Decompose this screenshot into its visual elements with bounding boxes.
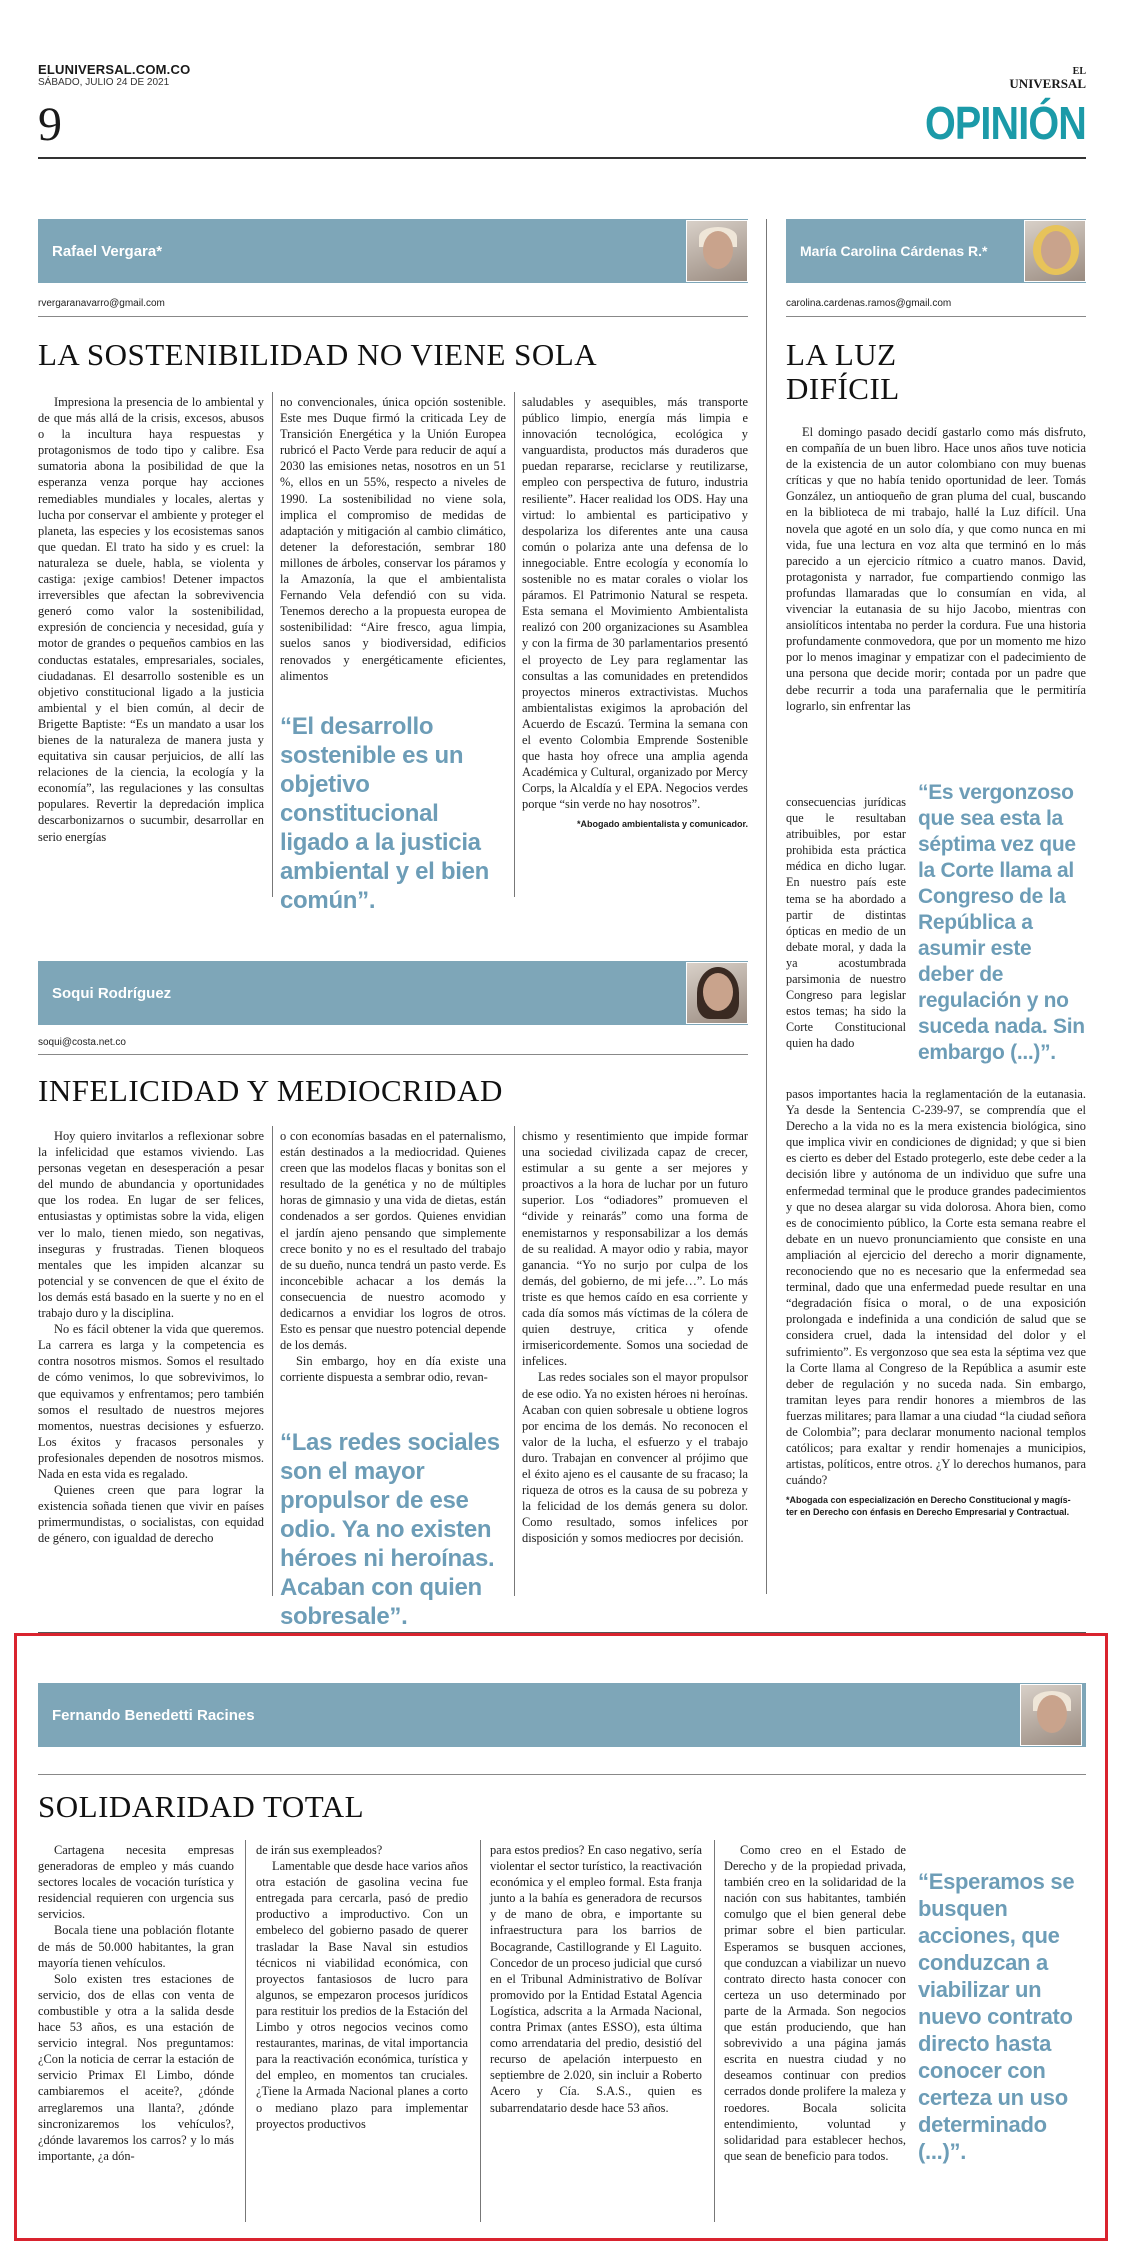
paragraph: Cartagena necesita empresas generadoras de empleo y más cuando sectores locales de vocación turística y residencial requieren con urgencia sus servicios. (38, 1843, 234, 1922)
brand-logo-line2: UNIVERSAL (1009, 76, 1086, 91)
article-column (522, 394, 748, 830)
article-column (280, 394, 506, 684)
paragraph: Bocala tiene una población flotante de más de 50.000 habitantes, la gran mayoría tienen vehículos. (38, 1923, 234, 1970)
column-rule (272, 1126, 273, 1596)
author-name: Rafael Vergara* (52, 242, 163, 260)
article-column (38, 1128, 264, 1546)
article-column (38, 1842, 234, 2164)
author-bar-rodriguez (38, 961, 748, 1025)
pull-quote: “Las redes sociales son el mayor propulsor de ese odio. Ya no existen héroes ni heroínas. Acaban con quien sobresale”. (280, 1429, 500, 1630)
paragraph: pasos importantes hacia la reglamentación de la eutanasia. Ya desde la Sentencia C-239-97, se comprendía que el Derecho a la vida no es la mera existencia biológica, sino que implica vivir en condiciones de dignidad; y que si bien es cierto es deber del Estado protegerlo, este debe ceder a la decisión libre y autónoma de un individuo que sufre una enfermedad terminal que le produce grandes padecimientos y que no desea alargar su vida dolorosa. Ahora bien, como es de conocimiento público, la Corte esta semana reabre el debate en un nuevo pronunciamiento que consiste en una ampliación al ejercicio del derecho a morir dignamente, reconociendo que no es necesario que la enfermedad sea terminal, dado que una enfermedad puede resultar en una “degradación física o moral, o de una exposición prolongada e indefinida a una condición de salud que se considera cruel, dada la intensidad del dolor y el sufrimiento”. Es vergonzoso que sea esta la séptima vez que la Corte llama al Congreso de la República a asumir este deber de regulación y no suceda nada. Sin embargo, tramitan leyes para rendir honores a miembros de las fuerzas militares; para llamar a una ciudad “la ciudad señora de Colombia”; para declarar monumento nacional templos católicos; para exaltar y rendir homenajes a municipios, artistas, políticos, entre otros. ¿Y lo derechos humanos, para cuándo? (786, 1087, 1086, 1488)
article-column (38, 394, 264, 845)
article-column (490, 1842, 702, 2116)
pull-quote: “El desarrollo sostenible es un objetivo constitucional ligado a la justicia ambiental y el bien común”. (280, 713, 490, 914)
paragraph: Quienes creen que para lograr la existencia soñada tienen que vivir en países primermundistas, o socialistas, con equidad de género, con igualdad de derecho (38, 1483, 264, 1546)
article-column (786, 424, 1086, 714)
article-column (724, 1842, 906, 2164)
article-column (256, 1842, 468, 2132)
page-number: 9 (38, 98, 62, 151)
author-photo (686, 220, 748, 282)
author-email[interactable]: soqui@costa.net.co (38, 1037, 126, 1048)
column-rule (245, 1840, 246, 2222)
author-note-line: *Abogada con especialización en Derecho Constitucional y magís- (786, 1495, 1071, 1506)
column-rule (480, 1840, 481, 2222)
author-note (786, 1494, 1086, 1518)
issue-date: SÁBADO, JULIO 24 DE 2021 (38, 77, 170, 88)
site-url[interactable]: ELUNIVERSAL.COM.CO (38, 62, 191, 77)
paragraph: Las redes sociales son el mayor propulsor de ese odio. Ya no existen héroes ni heroínas. Acaban con quien sobresale u obtiene logros por encima de los demás. No reconocen el valor de la lucha, el esfuerzo y el trabajo duro. Trabajan en convencer al prójimo que el éxito ajeno es el causante de su fracaso; la riqueza de otros es la causa de su pobreza y la felicidad de los demás genera su dolor. Como resultado, somos infelices por disposición y somos mediocres por decisión. (522, 1370, 748, 1546)
paragraph: Lamentable que desde hace varios años otra estación de gasolina vecina fue entregada para cercarla, pasó de predio productivo a improductivo. Con un embeleco del gobierno pasado de querer trasladar la Base Naval sin estudios técnicos ni viabilidad económica, con proyectos fantasiosos de lucro para algunos, se empezaron procesos jurídicos para restituir los predios de la Estación del Limbo y otros negocios vecinos como restaurantes, marinas, de vital importancia para la reactivación económica, turística y del empleo, en momentos tan cruciales. ¿Tiene la Armada Nacional planes a corto o mediano plazo para implementar proyectos productivos (256, 1859, 468, 2131)
paragraph: chismo y resentimiento que impide formar una sociedad civilizada capaz de crecer, estimular a su gente a ser mejores y proactivos a la hora de luchar por un futuro superior. Los “odiadores” promueven el “divide y reinarás” como una forma de enemistarnos y responsabilizar a los demás de su realidad. A mayor odio y rabia, mayor ganancia. “Yo no surjo por culpa de los demás, del gobierno, de mi jefe…”. Lo más triste es que hemos caído en esa corriente y cada día somos más víctimas de la cólera de quien destruye, critica y ofende irmisericordemente. Somos una sociedad de infelices. (522, 1129, 748, 1369)
paragraph: Hoy quiero invitarlos a reflexionar sobre la infelicidad que estamos viviendo. Las personas vegetan en desesperación a pesar del mundo de abundancia y oportunidades que los rodea. En lugar de ser felices, entusiastas y optimistas sobre la vida, eligen ver lo malo, tienen miedo, son negativas, inseguras y frustradas. Tienen bloqueos mentales que les impiden alcanzar su potencial y se convencen de que el éxito de los demás está basado en la suerte y no en el trabajo duro y la disciplina. (38, 1129, 264, 1321)
paragraph: Como creo en el Estado de Derecho y de la propiedad privada, también creo en la solidaridad de la nación con sus habitantes, también comulgo que el bien general debe primar sobre el bien particular. Esperamos se busquen acciones, que conduzcan a viabilizar un nuevo contrato directo hasta conocer con certeza un uso determinado por parte de la Armada. Son negocios que están produciendo, que han sobrevivido a una página jamás escrita en nuestra ciudad y no deseamos continuar con predios cerrados donde prolifere la maleza y roedores. Bocala solicita entendimiento, voluntad y solidaridad para establecer hechos, que sean de beneficio para todos. (724, 1843, 906, 2163)
column-rule (514, 392, 515, 897)
divider (38, 316, 748, 317)
divider (786, 316, 1086, 317)
author-photo (686, 962, 748, 1024)
headline-line: LA LUZ (786, 337, 897, 372)
paragraph: Sin embargo, hoy en día existe una corriente dispuesta a sembrar odio, revan- (280, 1354, 506, 1385)
article-column (522, 1128, 748, 1546)
author-email[interactable]: carolina.cardenas.ramos@gmail.com (786, 298, 952, 309)
headline (786, 338, 1086, 406)
divider (38, 1774, 1086, 1775)
paragraph: El domingo pasado decidí gastarlo como más disfruto, en compañía de un buen libro. Hace unos años tuve noticia de la existencia de un autor colombiano con muy buenas críticas y que no había tenido oportunidad de leer. Tomás González, un antioqueño de gran pluma del cual, buscando en la biblioteca de mi trabajo, hallé la Luz difícil. Una novela que agoté en un solo día, y que como nunca en mi vida, fue una lectura en voz alta que terminó en lo más parecido a un ejercicio rítmico a cuatro manos. David, protagonista y narrador, fue compartiendo conmigo las profundas llamaradas que lo consumían en vida, al vivenciar la eutanasia de su hijo Jacobo, mientras con ansiolíticos intentaba no perder la cordura. Fue una historia profundamente conmovedora, que por un momento me hizo por lo menos imaginar y empatizar con el padecimiento de una persona que decide morir; contada por un padre que debe recurrir a toda una parafernalia que le permitiría lograrlo, sin enfrentar las (786, 425, 1086, 713)
brand-logo (1006, 66, 1086, 90)
author-name: Soqui Rodríguez (52, 984, 172, 1002)
column-rule (272, 392, 273, 897)
brand-logo-line1: EL (1072, 66, 1086, 77)
headline-line: DIFÍCIL (786, 371, 900, 406)
section-title: OPINIÓN (924, 97, 1086, 149)
paragraph: de irán sus exempleados? (256, 1843, 383, 1857)
headline: INFELICIDAD Y MEDIOCRIDAD (38, 1073, 503, 1108)
author-photo (1020, 1684, 1082, 1746)
column-rule (714, 1840, 715, 2222)
headline: SOLIDARIDAD TOTAL (38, 1789, 365, 1824)
author-name: María Carolina Cárdenas R.* (800, 243, 988, 259)
author-name: Fernando Benedetti Racines (52, 1706, 255, 1724)
paragraph: saludables y asequibles, más transporte público limpio, energía más limpia e innovación tecnológica, ecológica y vanguardista, productos más duraderos que puedan repararse, reciclarse y reutilizarse, empleo con perspectiva de futuro, industria resiliente”. Hacer realidad los ODS. Hay una virtud: lo ambiental es participativo y despolariza los diferentes ante una causa común o polariza ante una defensa de lo innegociable. Entre ecología y economía lo sostenible no es matar corales o violar los páramos. El Patrimonio Natural se respeta. Esta semana el Movimiento Ambientalista realizó con 200 organizaciones su Asamblea y con la firma de 30 parlamentarios presentó el proyecto de Ley para reglamentar las consultas a las comunidades en pretendidos proyectos mineros extractivistas. Muchos ambientalistas exigimos la aprobación del Acuerdo de Escazú. Termina la semana con el evento Colombia Emprende Sostenible que hasta hoy ofrece una amplia agenda Académica y Cultural, organizado por Mercy Corps, la Alcaldía y el EPA. Negocios verdes porque “sin verde no hay nosotros”. (522, 395, 748, 812)
author-note-line: ter en Derecho con énfasis en Derecho Empresarial y Contractual. (786, 1507, 1070, 1518)
pull-quote: “Esperamos se busquen acciones, que conduzcan a viabilizar un nuevo contrato directo hasta conocer con certeza un uso determinado (...)”. (918, 1869, 1075, 2164)
section-rule (766, 219, 767, 1594)
masthead-rule (38, 157, 1086, 159)
headline: LA SOSTENIBILIDAD NO VIENE SOLA (38, 337, 598, 372)
paragraph: consecuencias jurídicas que le resultaban atribuibles, por estar prohibida esta práctica médica en dicho lugar. En nuestro país este tema se ha abordado a partir de distintas ópticas en medio de un debate moral, y dada la ya acostumbrada parsimonia de nuestro Congreso para legislar estos temas; ha sido la Corte Constitucional quien ha dado (786, 795, 906, 1051)
article-column (786, 1086, 1086, 1518)
paragraph: o con economías basadas en el paternalismo, están destinados a la mediocridad. Quienes creen que las modelos flacas y bonitas son el resultado de la genética y no de múltiples horas de gimnasio y una vida de dietas, están condenados a ser gordos. Quienes envidian el jardín ajeno pensando que simplemente crece bonito y no es el resultado del trabajo de su dueño, nunca tendrá un pasto verde. Es inconcebible achacar a los demás la consecuencia de nuestro acomodo y dedicarnos a envidiar los logros de otros. Esto es pensar que nuestro potencial depende de los demás. (280, 1129, 506, 1353)
paragraph: no convencionales, única opción sostenible. Este mes Duque firmó la criticada Ley de Transición Energética y la Unión Europea rubricó el Pacto Verde para reducir de aquí a 2030 las emisiones netas, nosotros en un 51 %, ellos en un 55%, respecto a niveles de 1990. La sostenibilidad no viene sola, implica el compromiso de medidas de adaptación y mitigación al cambio climático, detener la deforestación, sembrar 180 millones de árboles, conservar los páramos y la Amazonía, la que el ambientalista Fernando Vela defendió con su vida. Tenemos derecho a la propuesta europea de sostenibilidad: “Aire fresco, agua limpia, suelos sanos y biodiversidad, edificios renovados y energéticamente eficientes, alimentos (280, 395, 506, 683)
author-photo (1024, 220, 1086, 282)
author-email[interactable]: rvergaranavarro@gmail.com (38, 298, 165, 309)
pull-quote: “Es vergonzoso que sea esta la séptima vez que la Corte llama al Congreso de la República a asumir este deber de regulación y no suceda nada. Sin embargo (...)”. (918, 781, 1085, 1064)
author-bar-cardenas (786, 219, 1086, 283)
paragraph: Solo existen tres estaciones de servicio, dos de ellas con venta de combustible y otra a la salida desde hace 53 años, es una estación de servicio integral. Nos preguntamos: ¿Con la noticia de cerrar la estación de servicio Primax El Limbo, dónde cambiaremos el aceite?, ¿dónde arreglaremos una llanta?, ¿dónde sincronizaremos los vehículos?, ¿dónde lavaremos los carros? y lo más importante, ¿a dón- (38, 1971, 234, 2163)
author-bar-vergara (38, 219, 748, 283)
author-bar-benedetti (38, 1683, 1086, 1747)
paragraph: Impresiona la presencia de lo ambiental y de que más allá de la crisis, excesos, abusos o la incultura haya respuestas y protagonismos de todo tipo y calibre. Esa sumatoria abona la posibilidad de que la esperanza venza porque hay acciones remediables mundiales y locales, alertas y lucha por conservar el ambiente y proteger el planeta, las especies y los ecosistemas sanos que quedan. El trato ha sido y es cruel: la naturaleza se duele, habla, se violenta y castiga: ¡exige cambios! Detener impactos irreversibles que afectan la sobrevivencia generó como valor la sostenibilidad, expresión de conciencia y necesidad, guía y motor de grandes o pequeños cambios en las conductas estatales, empresariales, sociales, ciudadanas. El desarrollo sostenible es un objetivo constitucional ligado a la justicia ambiental y el bien común, al decir de Brigette Baptiste: “Es un mandato a usar los bienes de la naturaleza de manera justa y equitativa sin causar perjuicios, de allí las relaciones de la ciencia, la ecología y la economía”, las regulaciones y las consultas populares. Revertir la depredación implica descarbonizarnos o sucumbir, desarrollar en serio energías (38, 395, 264, 844)
column-rule (514, 1126, 515, 1596)
paragraph: para estos predios? En caso negativo, sería violentar el sector turístico, la reactivación económica y el empleo formal. Esta franja junto a la bahía es generadora de recursos y de mano de obra, e importante su infraestructura para los barrios de Bocagrande, Castillogrande y El Laguito. Concedor de un proceso judicial que cursó en el Tribunal Administrativo de Bolívar promovido por la Entidad Estatal Agencia Logística, adscrita a la Armada Nacional, contra Primax (antes ESSO), esta última como arrendataria del predio, desistió del recurso de apelación interpuesto en septiembre de 2.020, sin incluir a Roberto Acero y Cía. S.A.S., quien es subarrendatario desde hace 53 años. (490, 1843, 702, 2115)
divider (38, 1054, 748, 1055)
author-note: *Abogado ambientalista y comunicador. (576, 819, 748, 830)
paragraph: No es fácil obtener la vida que queremos. La carrera es larga y la competencia es contra nosotros mismos. Somos el resultado de cómo venimos, lo que sobrevivimos, lo que equivamos y enfrentamos; pero también somos el resultado de nuestros mejores momentos, nuestras decisiones y esfuerzo. Los éxitos y fracasos personales y profesionales dependen de nosotros mismos. Nada en esta vida es regalado. (38, 1322, 264, 1481)
article-column-narrow (786, 794, 906, 1052)
article-column (280, 1128, 506, 1386)
